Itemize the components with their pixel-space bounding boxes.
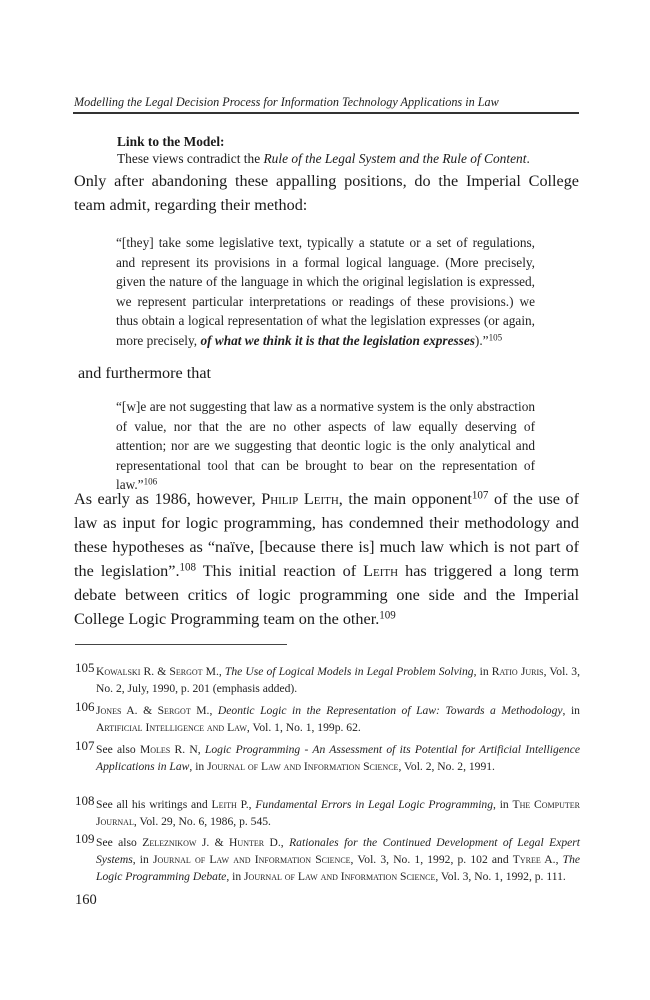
footnote-authors: Jones A. & Sergot M.	[96, 704, 210, 717]
footnote-text	[96, 702, 580, 736]
footnote-108	[75, 793, 581, 830]
footnote-ref-109[interactable]: 109	[379, 609, 396, 622]
footnote-separator	[75, 644, 287, 645]
person-name-leith: Leith	[363, 562, 399, 580]
footnote-number: 108	[75, 793, 95, 808]
quote2-text: “[w]e are not suggesting that law as a normative system is the only abstraction of value, nor that the are no other aspects of law equally deserving of attention; nor are we suggesting that deontic logic is the only analytical and representational tool that can be brought to bear on the representation of law.”	[116, 399, 535, 493]
footnote-number: 106	[75, 699, 95, 714]
footnote-authors-2: Tyree A.	[512, 853, 556, 866]
footnote-rest: , Vol. 29, No. 6, 1986, p. 545.	[133, 815, 271, 828]
footnote-journal: Journal of Law and Information Science	[207, 760, 399, 773]
footnote-authors: Zeleznikow J. & Hunter D.	[142, 836, 281, 849]
para3-part2: , the main opponent	[338, 490, 472, 508]
quote-emphasis: of what we think it is that the legislation expresses	[200, 332, 475, 348]
link-to-model-block	[117, 133, 587, 167]
link-to-model-title: Link to the Model:	[117, 134, 225, 149]
footnote-ref-108[interactable]: 108	[179, 561, 196, 574]
para3-part3: of the use of law as input for logic programming, has condemned their methodology and these hypotheses as “naïve, [because there is] much law which is not part of the legislation”.	[74, 490, 579, 580]
sep: ,	[248, 798, 256, 811]
para3-part4: This initial reaction of	[196, 562, 364, 580]
footnote-title: Deontic Logic in the Representation of Law: Towards a Methodology	[217, 704, 563, 717]
sep: , in	[226, 870, 245, 883]
sep: , in	[473, 665, 492, 678]
header-rule	[73, 112, 579, 114]
sep: ,	[218, 665, 225, 678]
para3-part5: has triggered a long term debate between critics of logic programming one side and the Imperial College Logic Programming team on the other.	[74, 562, 579, 628]
footnote-text	[96, 663, 580, 697]
footnote-authors: Leith P.	[211, 798, 249, 811]
footnote-106	[75, 699, 580, 736]
sep: ,	[197, 743, 205, 756]
sep: ,	[555, 853, 563, 866]
running-head: Modelling the Legal Decision Process for Information Technology Applications in Law	[74, 95, 499, 109]
page-number: 160	[75, 892, 97, 908]
footnote-ref-107[interactable]: 107	[471, 489, 489, 502]
paragraph-intro: Only after abandoning these appalling positions, do the Imperial College team admit, regarding their method:	[74, 172, 579, 214]
quote-text: “[they] take some legislative text, typically a statute or a set of regulations, and represent its provisions in a formal logical language. (More precisely, given the nature of the language in which the original legislation is expressed, we represent particular interpretations or readings of these provisions.) we thus obtain a logical representation of what the legislation expresses (or again, more precisely,	[116, 235, 535, 348]
footnote-107	[75, 738, 581, 775]
footnote-number: 105	[75, 660, 95, 675]
quote-closing: ).”	[474, 332, 489, 348]
footnote-text	[96, 796, 580, 830]
footnote-rest: , Vol. 1, No. 1, 199p. 62.	[246, 721, 361, 734]
footnote-number: 109	[75, 831, 95, 846]
footnote-authors: Kowalski R. & Sergot M.	[96, 665, 219, 678]
footnote-rest-2: , Vol. 3, No. 1, 1992, p. 111.	[435, 870, 566, 883]
footnote-title: Logic Programming - An Assessment of its Potential for Artificial Intelligence Applications in Law	[96, 743, 581, 773]
link-text-pre: These views contradict the	[117, 151, 264, 166]
footnote-journal: The Computer Journal	[96, 798, 581, 828]
footnote-title: The Use of Logical Models in Legal Problem Solving	[224, 665, 474, 678]
footnote-journal-2: Journal of Law and Information Science	[244, 870, 436, 883]
footnote-title-2: The Logic Programming Debate	[96, 853, 581, 883]
footnote-number: 107	[75, 738, 95, 753]
paragraph-furthermore: and furthermore that	[78, 364, 212, 382]
paragraph-leith	[74, 487, 579, 631]
sep: ,	[280, 836, 290, 849]
footnote-journal: Ratio Juris	[491, 665, 544, 678]
footnote-ref-106[interactable]: 106	[143, 476, 158, 487]
footnote-prefix: See also	[96, 836, 143, 849]
footnote-journal: Journal of Law and Information Science	[152, 853, 351, 866]
sep: , in	[493, 798, 513, 811]
sep: , in	[132, 853, 153, 866]
footnote-105	[75, 660, 581, 697]
footnote-title: Rationales for the Continued Development of Legal Expert Systems	[96, 836, 581, 866]
link-to-model-text	[117, 150, 587, 167]
footnote-rest: , Vol. 3, No. 2, July, 1990, p. 201 (emphasis added).	[96, 665, 581, 695]
blockquote-jones	[116, 397, 535, 495]
footnote-prefix: See also	[96, 743, 140, 756]
footnote-text	[96, 741, 580, 775]
footnote-authors: Moles R. N	[139, 743, 198, 756]
para3-part1: As early as 1986, however,	[74, 490, 262, 508]
footnote-rest: , Vol. 2, No. 2, 1991.	[398, 760, 495, 773]
footnote-rest: , Vol. 3, No. 1, 1992, p. 102 and	[350, 853, 513, 866]
footnote-ref-105[interactable]: 105	[488, 332, 503, 343]
person-name-philip-leith: Philip Leith	[261, 490, 339, 508]
footnote-journal: Artificial Intelligence and Law	[96, 721, 247, 734]
footnote-109	[75, 831, 581, 885]
sep: , in	[189, 760, 208, 773]
sep: , in	[562, 704, 580, 717]
link-text-italic: Rule of the Legal System and the Rule of Content	[263, 151, 527, 166]
blockquote-kowalski	[116, 233, 535, 351]
footnote-prefix: See all his writings and	[96, 798, 212, 811]
footnote-text	[96, 834, 580, 885]
footnote-title: Fundamental Errors in Legal Logic Programming	[255, 798, 494, 811]
sep: ,	[209, 704, 218, 717]
link-text-post: .	[526, 151, 530, 166]
